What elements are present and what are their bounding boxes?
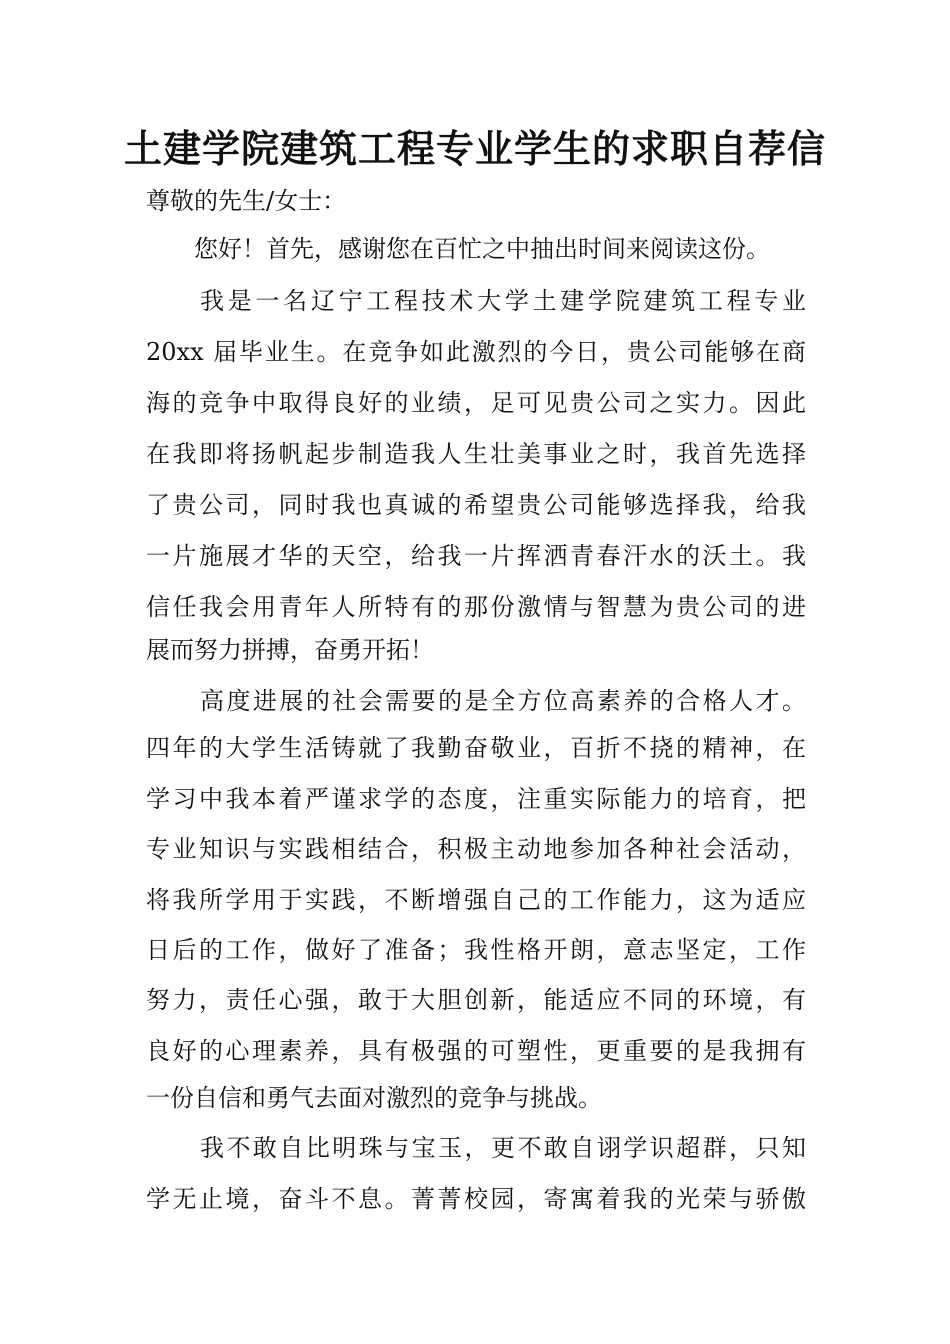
paragraph-line: 将我所学用于实践，不断增强自己的工作能力，这为适应 — [146, 886, 806, 914]
paragraph-line: 日后的工作，做好了准备；我性格开朗，意志坚定，工作 — [146, 936, 806, 964]
paragraph-line: 海的竞争中取得良好的业绩，足可见贵公司之实力。因此 — [146, 389, 806, 417]
paragraph-line: 您好！首先，感谢您在百忙之中抽出时间来阅读这份。 — [194, 235, 770, 263]
paragraph-line: 一片施展才华的天空，给我一片挥洒青春汗水的沃土。我 — [146, 542, 806, 570]
paragraph-line: 努力，责任心强，敢于大胆创新，能适应不同的环境，有 — [146, 986, 806, 1014]
paragraph-line: 20xx 届毕业生。在竞争如此激烈的今日，贵公司能够在商 — [146, 338, 806, 366]
document-title: 土建学院建筑工程专业学生的求职自荐信 — [123, 127, 826, 171]
paragraph-line: 四年的大学生活铸就了我勤奋敬业，百折不挠的精神，在 — [146, 734, 806, 762]
paragraph-line: 学习中我本着严谨求学的态度，注重实际能力的培育，把 — [146, 785, 806, 813]
paragraph-line: 学无止境，奋斗不息。菁菁校园，寄寓着我的光荣与骄傲 — [146, 1185, 806, 1213]
paragraph-line: 信任我会用青年人所特有的那份激情与智慧为贵公司的进 — [146, 593, 806, 621]
paragraph-line: 专业知识与实践相结合，积极主动地参加各种社会活动， — [146, 835, 806, 863]
paragraph-line: 展而努力拼搏，奋勇开拓！ — [146, 636, 434, 664]
paragraph-line: 一份自信和勇气去面对激烈的竞争与挑战。 — [146, 1084, 602, 1112]
greeting: 尊敬的先生/女士： — [146, 187, 347, 215]
paragraph-line: 了贵公司，同时我也真诚的希望贵公司能够选择我，给我 — [146, 491, 806, 519]
paragraph-line: 在我即将扬帆起步制造我人生壮美事业之时，我首先选择 — [146, 440, 806, 468]
paragraph-line: 良好的心理素养，具有极强的可塑性，更重要的是我拥有 — [146, 1037, 806, 1065]
paragraph-line: 高度进展的社会需要的是全方位高素养的合格人才。 — [200, 687, 806, 715]
paragraph-line: 我是一名辽宁工程技术大学土建学院建筑工程专业 — [200, 287, 806, 315]
paragraph-line: 我不敢自比明珠与宝玉，更不敢自诩学识超群，只知 — [200, 1134, 806, 1162]
